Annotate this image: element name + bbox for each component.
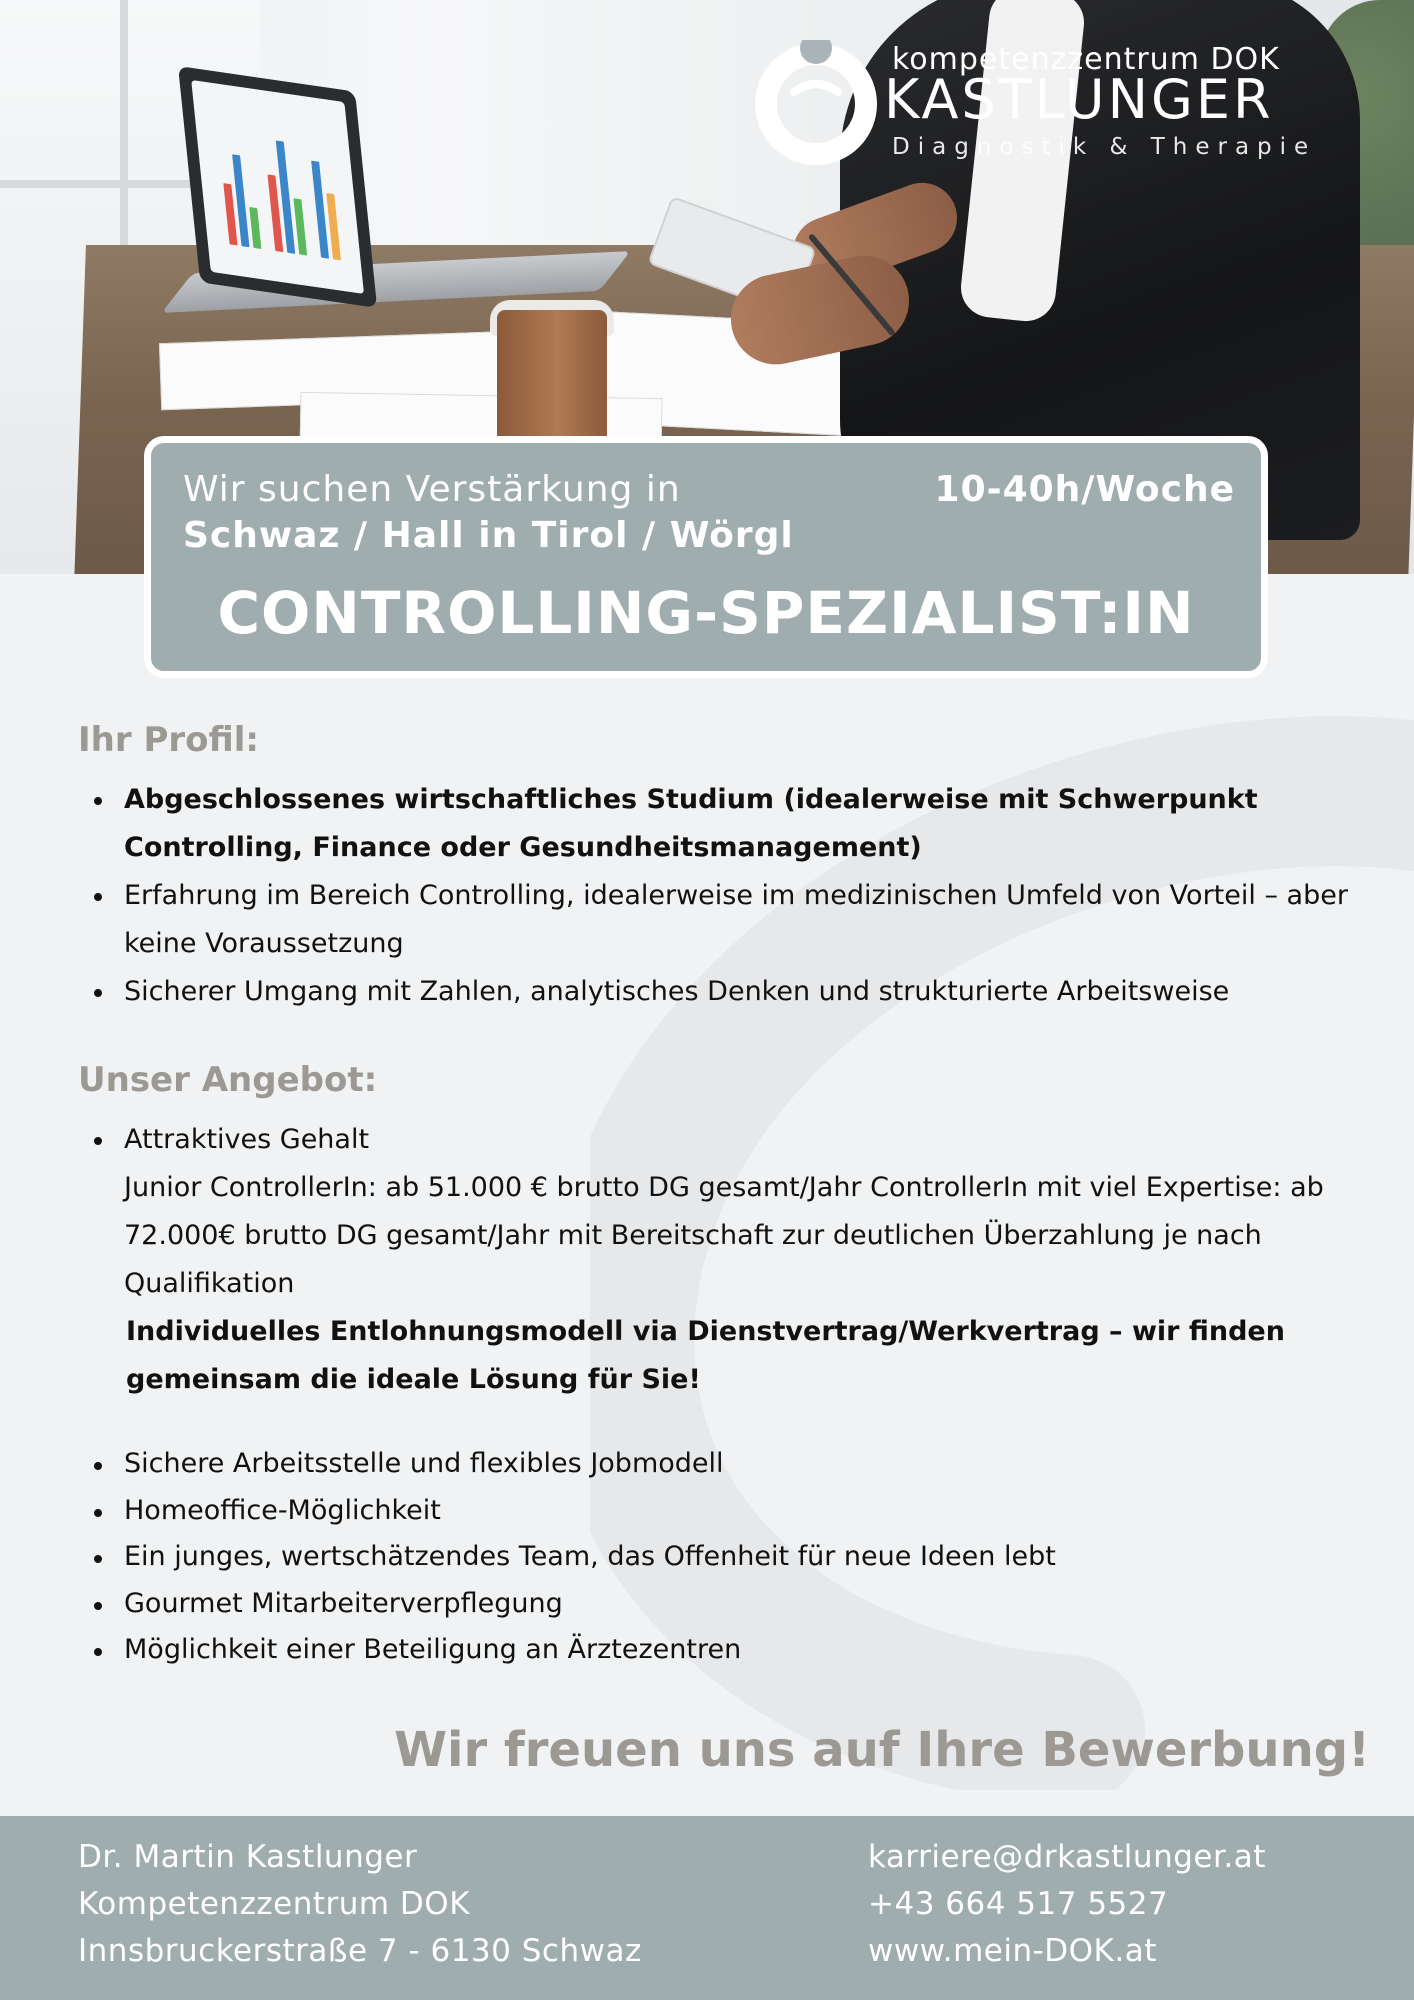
contact-email[interactable]: karriere@drkastlunger.at (868, 1839, 1266, 1875)
offer-heading: Unser Angebot: (78, 1060, 378, 1100)
logo-name: KASTLUNGER (884, 68, 1274, 131)
footer (0, 1816, 1414, 2000)
contact-address: Innsbruckerstraße 7 - 6130 Schwaz (78, 1933, 642, 1969)
logo-top-line: kompetenzzentrum DOK (892, 42, 1280, 77)
intro-line: Wir suchen Verstärkung in (183, 469, 681, 510)
contact-website[interactable]: www.mein-DOK.at (868, 1933, 1157, 1969)
contact-name: Dr. Martin Kastlunger (78, 1839, 418, 1875)
profile-item: Abgeschlossenes wirtschaftliches Studium (idealerweise mit Schwerpunkt Controlling, Finance oder Gesundheitsmanagement) (124, 776, 1368, 872)
profile-section (78, 720, 1368, 1016)
profile-list (78, 776, 1368, 1016)
offer-item: Sichere Arbeitsstelle und flexibles Jobmodell (124, 1441, 1368, 1488)
contact-phone[interactable]: +43 664 517 5527 (868, 1886, 1169, 1922)
closing-line: Wir freuen uns auf Ihre Bewerbung! (394, 1722, 1370, 1778)
profile-item: Erfahrung im Bereich Controlling, idealerweise im medizinischen Umfeld von Vorteil – aber keine Voraussetzung (124, 872, 1368, 968)
footer-address-block (78, 1834, 642, 1975)
profile-item: Sicherer Umgang mit Zahlen, analytisches Denken und strukturierte Arbeitsweise (124, 968, 1368, 1016)
salary-title: Attraktives Gehalt (124, 1124, 370, 1155)
offer-salary-list (78, 1116, 1368, 1404)
logo-mark-icon (754, 40, 879, 165)
hours-line: 10-40h/Woche (934, 469, 1235, 510)
salary-detail: Junior ControllerIn: ab 51.000 € brutto DG gesamt/Jahr ControllerIn mit viel Expertise: ab 72.000€ brutto DG gesamt/Jahr mit Bereitschaft zur deutlichen Überzahlung je nach Qualifikation (124, 1172, 1324, 1299)
profile-heading: Ihr Profil: (78, 720, 259, 760)
locations-line: Schwaz / Hall in Tirol / Wörgl (183, 515, 794, 556)
coffee-cup (497, 310, 607, 450)
salary-emphasis: Individuelles Entlohnungsmodell via Dienstvertrag/Werkvertrag – wir finden gemeinsam die ideale Lösung für Sie! (126, 1316, 1285, 1395)
laptop-screen (178, 66, 377, 308)
job-title-box (144, 436, 1268, 678)
logo-subline: Diagnostik & Therapie (892, 134, 1317, 160)
offer-item: Möglichkeit einer Beteiligung an Ärztezentren (124, 1627, 1368, 1674)
company-logo (754, 40, 1394, 170)
job-title: CONTROLLING-SPEZIALIST:IN (217, 579, 1195, 647)
offer-section (78, 1060, 1368, 1404)
contact-org: Kompetenzzentrum DOK (78, 1886, 471, 1922)
offer-list (78, 1441, 1368, 1674)
offer-item: Gourmet Mitarbeiterverpflegung (124, 1581, 1368, 1628)
offer-item: Ein junges, wertschätzendes Team, das Offenheit für neue Ideen lebt (124, 1534, 1368, 1581)
footer-contact-block (868, 1834, 1266, 1975)
offer-more (78, 1425, 1368, 1674)
offer-item-salary (124, 1116, 1368, 1404)
offer-item: Homeoffice-Möglichkeit (124, 1488, 1368, 1535)
